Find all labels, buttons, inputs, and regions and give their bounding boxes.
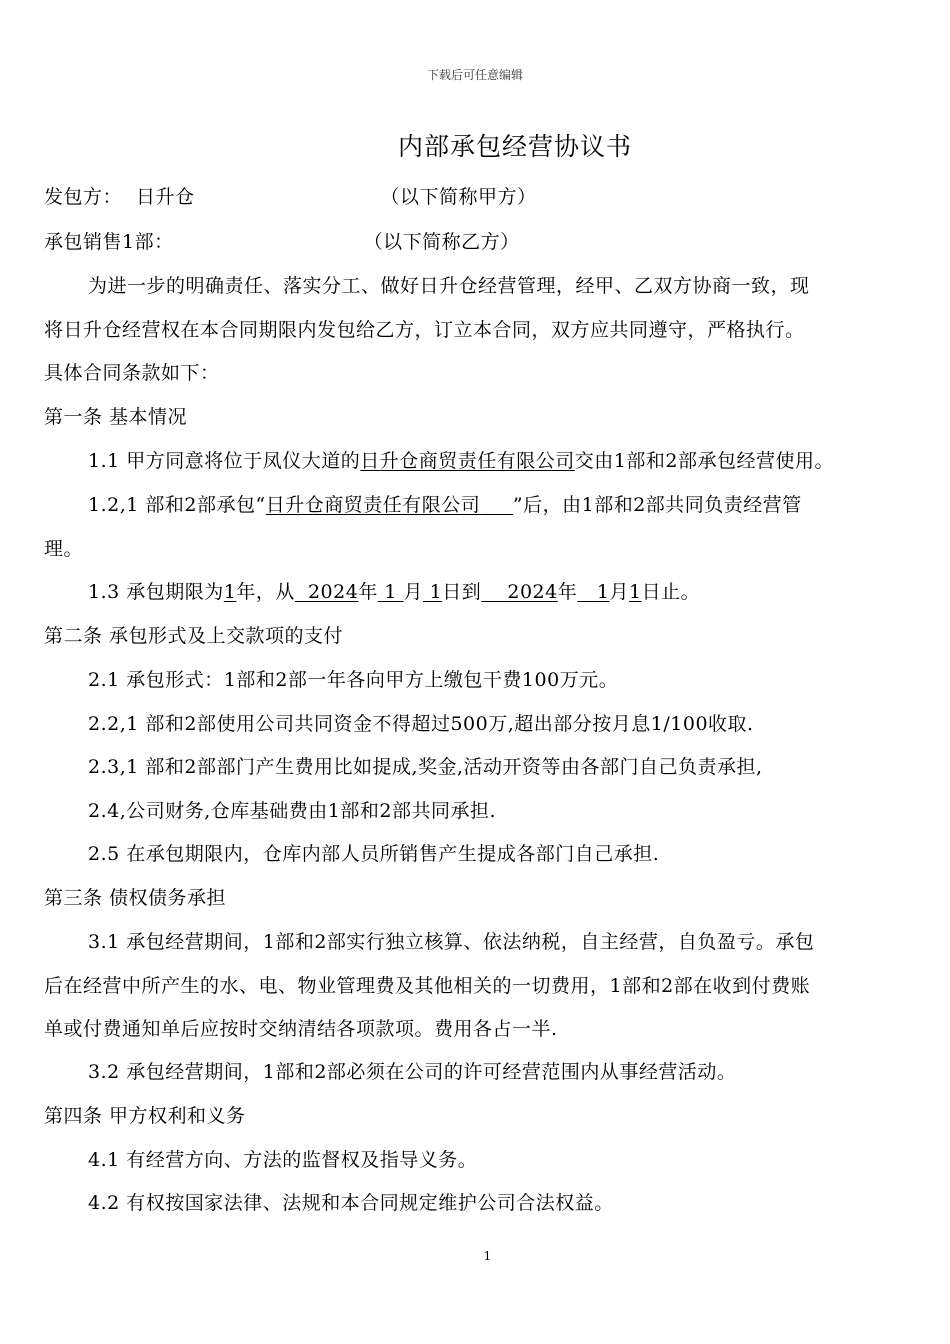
- article-4-heading: 第四条 甲方权利和义务: [44, 1105, 246, 1127]
- clause-4-1: 4.1 有经营方向、方法的监督权及指导义务。: [88, 1149, 478, 1171]
- clause-4-2: 4.2 有权按国家法律、法规和本合同规定维护公司合法权益。: [88, 1192, 614, 1214]
- party-a-name: 日升仓: [136, 186, 195, 208]
- clause-1-1-post: 交由1部和2部承包经营使用。: [574, 450, 834, 472]
- start-month: 1: [384, 581, 397, 603]
- clause-2-4: 2.4,公司财务,仓库基础费由1部和2部共同承担.: [88, 800, 497, 822]
- party-a-alias: （以下简称甲方）: [380, 186, 537, 208]
- intro-line-1: 为进一步的明确责任、落实分工、做好日升仓经营管理，经甲、乙双方协商一致，现: [88, 275, 810, 297]
- party-b-alias: （以下简称乙方）: [363, 231, 520, 253]
- party-a-line: [44, 182, 537, 209]
- party-b-label: 承包销售1部：: [44, 231, 174, 253]
- clause-2-1: 2.1 承包形式：1部和2部一年各向甲方上缴包干费100万元。: [88, 669, 619, 691]
- clause-1-1: [88, 446, 834, 473]
- party-a-label: 发包方：: [44, 186, 123, 208]
- start-day: 1: [429, 581, 443, 603]
- clause-1-3: 1.3 承包期限为1年，从 2024年 1 月 1日到 2024年 1月1日止。: [88, 581, 701, 603]
- clause-1-2-company: 日升仓商贸责任有限公司: [265, 494, 481, 516]
- page-header-note: 下载后可任意编辑: [426, 68, 523, 82]
- clause-1-1-pre: 1.1 甲方同意将位于凤仪大道的: [88, 450, 361, 472]
- clause-2-5: 2.5 在承包期限内，仓库内部人员所销售产生提成各部门自己承担.: [88, 843, 660, 865]
- start-year: 2024: [307, 581, 359, 603]
- clause-1-2-post: ”后，由1部和2部共同负责经营管: [512, 494, 802, 516]
- clause-2-2: 2.2,1 部和2部使用公司共同资金不得超过500万,超出部分按月息1/100收取.: [88, 713, 754, 735]
- end-month: 1: [596, 581, 610, 603]
- intro-line-2: 将日升仓经营权在本合同期限内发包给乙方，订立本合同，双方应共同遵守，严格执行。: [44, 319, 805, 341]
- clause-3-1-line-2: 后在经营中所产生的水、电、物业管理费及其他相关的一切费用，1部和2部在收到付费账: [44, 975, 811, 997]
- clause-3-1-line-1: 3.1 承包经营期间，1部和2部实行独立核算、依法纳税，自主经营，自负盈亏。承包: [88, 931, 815, 953]
- intro-line-3: 具体合同条款如下：: [44, 362, 220, 384]
- party-b-line: [44, 227, 520, 254]
- end-year: 2024: [507, 581, 558, 603]
- article-2-heading: 第二条 承包形式及上交款项的支付: [44, 625, 344, 647]
- page-number: 1: [483, 1249, 492, 1263]
- clause-2-3: 2.3,1 部和2部部门产生费用比如提成,奖金,活动开资等由各部门自己负责承担,: [88, 756, 763, 778]
- clause-1-2-pre: 1.2,1 部和2部承包“: [88, 494, 266, 516]
- clause-1-2-continued: 理。: [44, 538, 84, 560]
- clause-3-2: 3.2 承包经营期间，1部和2部必须在公司的许可经营范围内从事经营活动。: [88, 1061, 737, 1083]
- end-day: 1: [628, 581, 642, 603]
- clause-1-2: [88, 490, 802, 517]
- article-3-heading: 第三条 债权债务承担: [44, 887, 227, 909]
- contract-years: 1: [223, 581, 237, 603]
- article-1-heading: 第一条 基本情况: [44, 406, 188, 428]
- clause-1-1-company: 日升仓商贸责任有限公司: [360, 450, 575, 472]
- document-title: 内部承包经营协议书: [397, 132, 632, 161]
- clause-3-1-line-3: 单或付费通知单后应按时交纳清结各项款项。费用各占一半.: [44, 1018, 558, 1040]
